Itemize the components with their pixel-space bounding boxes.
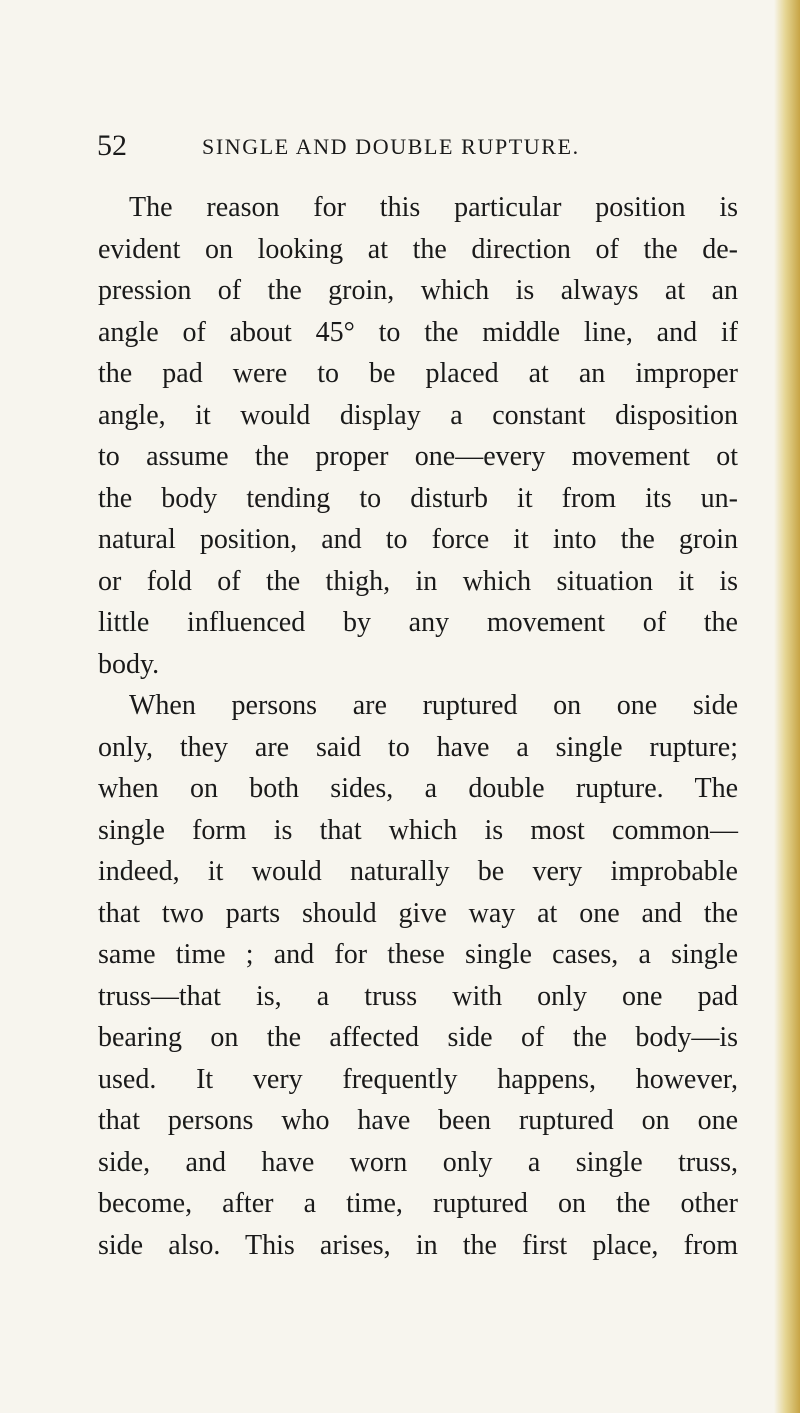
text-line: truss—that is, a truss with only one pad bbox=[98, 980, 738, 1012]
text-line: the body tending to disturb it from its un- bbox=[98, 482, 738, 514]
text-line: become, after a time, ruptured on the other bbox=[98, 1188, 738, 1219]
text-line: when on both sides, a double rupture. The bbox=[98, 773, 738, 804]
text-line: side, and have worn only a single truss, bbox=[98, 1146, 738, 1178]
text-line: indeed, it would naturally be very improbable bbox=[98, 856, 738, 887]
page-edge bbox=[774, 0, 800, 1413]
text-line: When persons are ruptured on one side bbox=[129, 690, 738, 721]
running-head-title: SINGLE AND DOUBLE RUPTURE. bbox=[202, 134, 580, 159]
text-line: little influenced by any movement of the bbox=[98, 607, 738, 638]
text-line: used. It very frequently happens, however, bbox=[98, 1063, 738, 1095]
text-line: that two parts should give way at one and the bbox=[98, 897, 738, 929]
text-line: to assume the proper one—every movement ot bbox=[98, 441, 738, 472]
text-line: pression of the groin, which is always at an bbox=[98, 275, 738, 306]
text-line: same time ; and for these single cases, a single bbox=[98, 939, 738, 970]
text-line: bearing on the affected side of the body—is bbox=[98, 1022, 738, 1053]
text-line: the pad were to be placed at an improper bbox=[98, 358, 738, 389]
text-line: angle, it would display a constant disposition bbox=[98, 399, 738, 431]
body-text bbox=[98, 187, 738, 1266]
text-line: only, they are said to have a single rupture; bbox=[98, 731, 738, 763]
text-line: that persons who have been ruptured on one bbox=[98, 1105, 738, 1136]
text-line: angle of about 45° to the middle line, and if bbox=[98, 316, 738, 348]
running-head bbox=[97, 128, 637, 164]
text-line: natural position, and to force it into the groin bbox=[98, 524, 738, 555]
text-line: or fold of the thigh, in which situation it is bbox=[98, 565, 738, 597]
text-line: body. bbox=[98, 648, 160, 680]
text-line: evident on looking at the direction of the de- bbox=[98, 233, 738, 265]
page-number: 52 bbox=[97, 129, 127, 162]
text-line: The reason for this particular position is bbox=[129, 192, 738, 223]
text-line: single form is that which is most common— bbox=[98, 814, 738, 846]
text-line: side also. This arises, in the first place, from bbox=[98, 1229, 738, 1261]
